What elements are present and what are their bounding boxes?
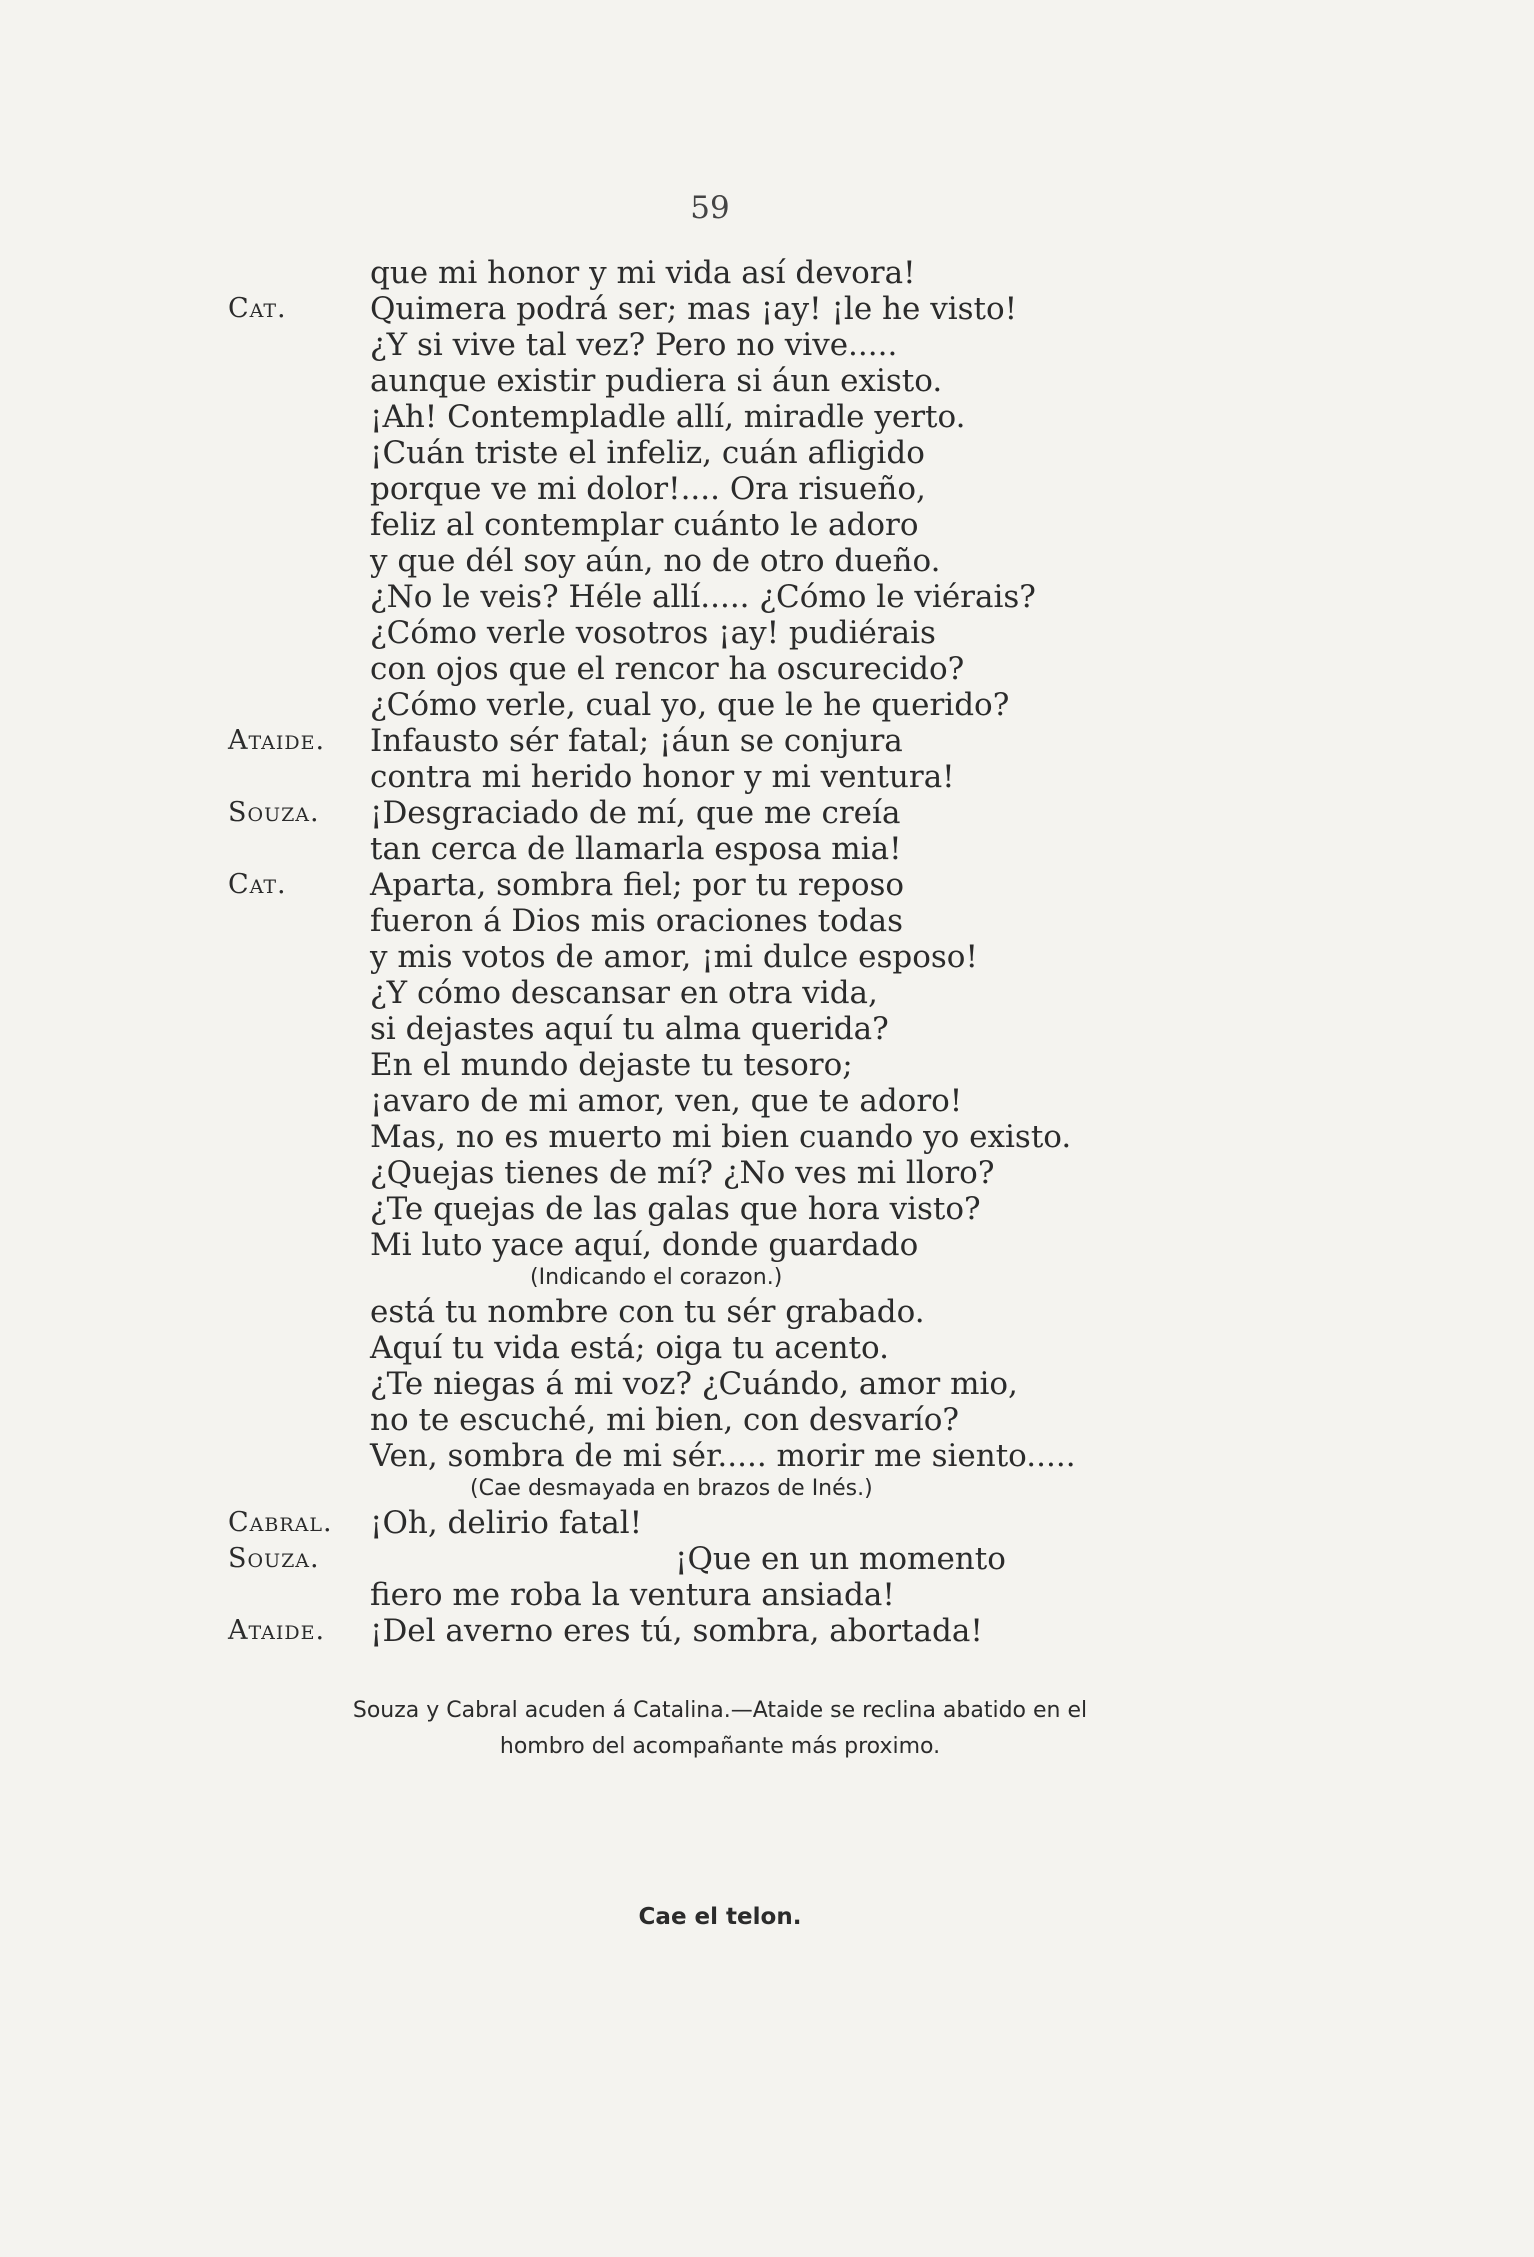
verse-text: porque ve mi dolor!.... Ora risueño,	[370, 471, 926, 507]
verse-text: Mas, no es muerto mi bien cuando yo existo.	[370, 1119, 1072, 1155]
verse-line	[370, 1083, 1270, 1119]
verse-line	[228, 291, 1270, 327]
verse-line	[370, 543, 1270, 579]
verse-line	[370, 1366, 1270, 1402]
verse-line	[370, 1577, 1270, 1613]
verse-line	[370, 1155, 1270, 1191]
page-number: 59	[690, 190, 730, 226]
verse-text: ¿Te niegas á mi voz? ¿Cuándo, amor mio,	[370, 1366, 1018, 1402]
verse-text: no te escuché, mi bien, con desvarío?	[370, 1402, 959, 1438]
verse-text: ¡avaro de mi amor, ven, que te adoro!	[370, 1083, 963, 1119]
verse-line	[370, 579, 1270, 615]
verse-line	[228, 723, 1270, 759]
verse-text: ¿Te quejas de las galas que hora visto?	[370, 1191, 981, 1227]
verse-text: Quimera podrá ser; mas ¡ay! ¡le he visto!	[370, 291, 1018, 327]
verse-text: Infausto sér fatal; ¡áun se conjura	[370, 723, 903, 759]
verse-text: ¡Del averno eres tú, sombra, abortada!	[370, 1613, 983, 1649]
verse-line	[370, 1438, 1270, 1474]
verse-line	[370, 1047, 1270, 1083]
verse-line	[228, 795, 1270, 831]
verse-line	[370, 1119, 1270, 1155]
verse-text: ¿Cómo verle vosotros ¡ay! pudiérais	[370, 615, 936, 651]
stage-direction	[370, 1474, 1270, 1505]
verse-text: que mi honor y mi vida así devora!	[370, 255, 916, 291]
verse-line	[370, 1191, 1270, 1227]
verse-text: ¡Desgraciado de mí, que me creía	[370, 795, 901, 831]
verse-line	[370, 1011, 1270, 1047]
verse-line	[370, 363, 1270, 399]
verse-text: ¡Ah! Contempladle allí, miradle yerto.	[370, 399, 966, 435]
verse-line	[228, 1541, 1270, 1577]
verse-text: contra mi herido honor y mi ventura!	[370, 759, 955, 795]
verse-line	[228, 1613, 1270, 1649]
verse-line	[370, 651, 1270, 687]
verse-text: Ven, sombra de mi sér..... morir me siento.....	[370, 1438, 1076, 1474]
verse-line	[228, 1505, 1270, 1541]
verse-text: En el mundo dejaste tu tesoro;	[370, 1047, 853, 1083]
verse-line	[370, 687, 1270, 723]
verse-line	[228, 867, 1270, 903]
verse-text: ¡Que en un momento	[675, 1541, 1006, 1577]
verse-block	[228, 255, 1270, 1649]
verse-line	[370, 327, 1270, 363]
stage-direction-text: (Cae desmayada en brazos de Inés.)	[470, 1476, 873, 1501]
verse-line	[370, 759, 1270, 795]
verse-text: si dejastes aquí tu alma querida?	[370, 1011, 889, 1047]
speaker-name: Ataide.	[228, 725, 326, 756]
final-stage-direction	[220, 1693, 1220, 1765]
verse-line	[370, 255, 1270, 291]
speaker-name: Souza.	[228, 797, 320, 828]
verse-text: fueron á Dios mis oraciones todas	[370, 903, 904, 939]
final-stage-direction-line: hombro del acompañante más proximo.	[499, 1734, 941, 1759]
stage-direction-text: (Indicando el corazon.)	[530, 1265, 783, 1290]
verse-line	[370, 831, 1270, 867]
speaker-name: Souza.	[228, 1543, 320, 1574]
verse-line	[370, 399, 1270, 435]
verse-text: Aquí tu vida está; oiga tu acento.	[370, 1330, 889, 1366]
verse-text: fiero me roba la ventura ansiada!	[370, 1577, 895, 1613]
speaker-name: Cat.	[228, 293, 287, 324]
verse-line	[370, 471, 1270, 507]
verse-text: Aparta, sombra fiel; por tu reposo	[370, 867, 905, 903]
verse-text: Mi luto yace aquí, donde guardado	[370, 1227, 919, 1263]
verse-text: ¡Oh, delirio fatal!	[370, 1505, 643, 1541]
verse-line	[370, 1227, 1270, 1263]
verse-text: ¿Y si vive tal vez? Pero no vive.....	[370, 327, 898, 363]
verse-text: está tu nombre con tu sér grabado.	[370, 1294, 925, 1330]
verse-line	[370, 507, 1270, 543]
verse-text: feliz al contemplar cuánto le adoro	[370, 507, 919, 543]
verse-text: con ojos que el rencor ha oscurecido?	[370, 651, 965, 687]
verse-text: y que dél soy aún, no de otro dueño.	[370, 543, 941, 579]
speaker-name: Cat.	[228, 869, 287, 900]
verse-line	[370, 939, 1270, 975]
verse-text: tan cerca de llamarla esposa mia!	[370, 831, 902, 867]
verse-text: aunque existir pudiera si áun existo.	[370, 363, 943, 399]
verse-text: ¿No le veis? Héle allí..... ¿Cómo le viérais?	[370, 579, 1036, 615]
verse-line	[370, 975, 1270, 1011]
speaker-name: Cabral.	[228, 1507, 333, 1538]
verse-text: ¿Y cómo descansar en otra vida,	[370, 975, 878, 1011]
verse-line	[370, 1294, 1270, 1330]
verse-line	[370, 903, 1270, 939]
verse-line	[370, 615, 1270, 651]
verse-text: y mis votos de amor, ¡mi dulce esposo!	[370, 939, 978, 975]
verse-text: ¿Quejas tienes de mí? ¿No ves mi lloro?	[370, 1155, 995, 1191]
verse-line	[370, 435, 1270, 471]
stage-direction	[370, 1263, 1270, 1294]
verse-text: ¿Cómo verle, cual yo, que le he querido?	[370, 687, 1010, 723]
curtain-note: Cae el telon.	[638, 1904, 802, 1930]
verse-line	[370, 1402, 1270, 1438]
final-stage-direction-line: Souza y Cabral acuden á Catalina.—Ataide se reclina abatido en el	[352, 1698, 1088, 1723]
speaker-name: Ataide.	[228, 1615, 326, 1646]
verse-line	[370, 1330, 1270, 1366]
verse-text: ¡Cuán triste el infeliz, cuán afligido	[370, 435, 925, 471]
